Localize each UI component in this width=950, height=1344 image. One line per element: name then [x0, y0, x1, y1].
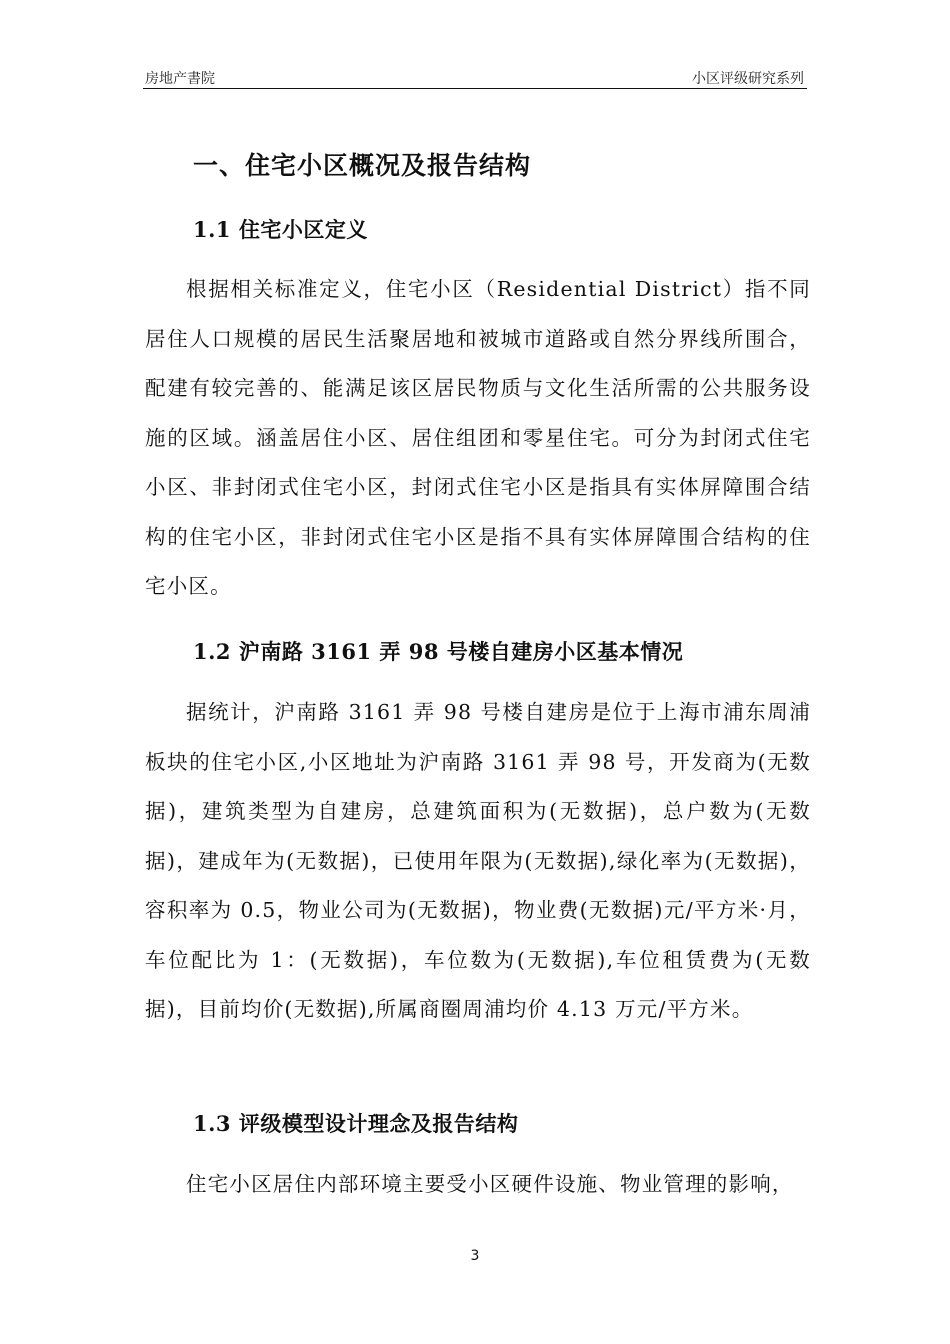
- heading-1-1: 1.1 住宅小区定义: [193, 217, 368, 242]
- heading-1-3: 1.3 评级模型设计理念及报告结构: [193, 1111, 519, 1136]
- heading-1-2: 1.2 沪南路 3161 弄 98 号楼自建房小区基本情况: [193, 639, 684, 664]
- header-publisher: 房地产書院: [145, 71, 215, 87]
- header-divider: [143, 88, 807, 89]
- page-number: 3: [470, 1248, 480, 1264]
- paragraph-1-1: 根据相关标准定义，住宅小区（Residential District）指不同居住人口规模的居民生活聚居地和被城市道路或自然分界线所围合，配建有较完善的、能满足该区居民物质与文化生活所需的公共服务设施的区域。涵盖居住小区、居住组团和零星住宅。可分为封闭式住宅小区、非封闭式住宅小区，封闭式住宅小区是指具有实体屏障围合结构的住宅小区，非封闭式住宅小区是指不具有实体屏障围合结构的住宅小区。: [145, 277, 811, 598]
- paragraph-1-3: 住宅小区居住内部环境主要受小区硬件设施、物业管理的影响，: [186, 1172, 794, 1196]
- header-series: 小区评级研究系列: [692, 71, 804, 87]
- section-title: 一、住宅小区概况及报告结构: [193, 151, 532, 180]
- paragraph-1-2: 据统计，沪南路 3161 弄 98 号楼自建房是位于上海市浦东周浦板块的住宅小区,小区地址为沪南路 3161 弄 98 号，开发商为(无数据)，建筑类型为自建房，总建筑面积为(无数据)，总户数为(无数据)，建成年为(无数据)，已使用年限为(无数据),绿化率为(无数据)，容积率为 0.5，物业公司为(无数据)，物业费(无数据)元/平方米·月，车位配比为 1：(无数据)，车位数为(无数据),车位租赁费为(无数据)，目前均价(无数据),所属商圈周浦均价 4.13 万元/平方米。: [145, 700, 811, 1021]
